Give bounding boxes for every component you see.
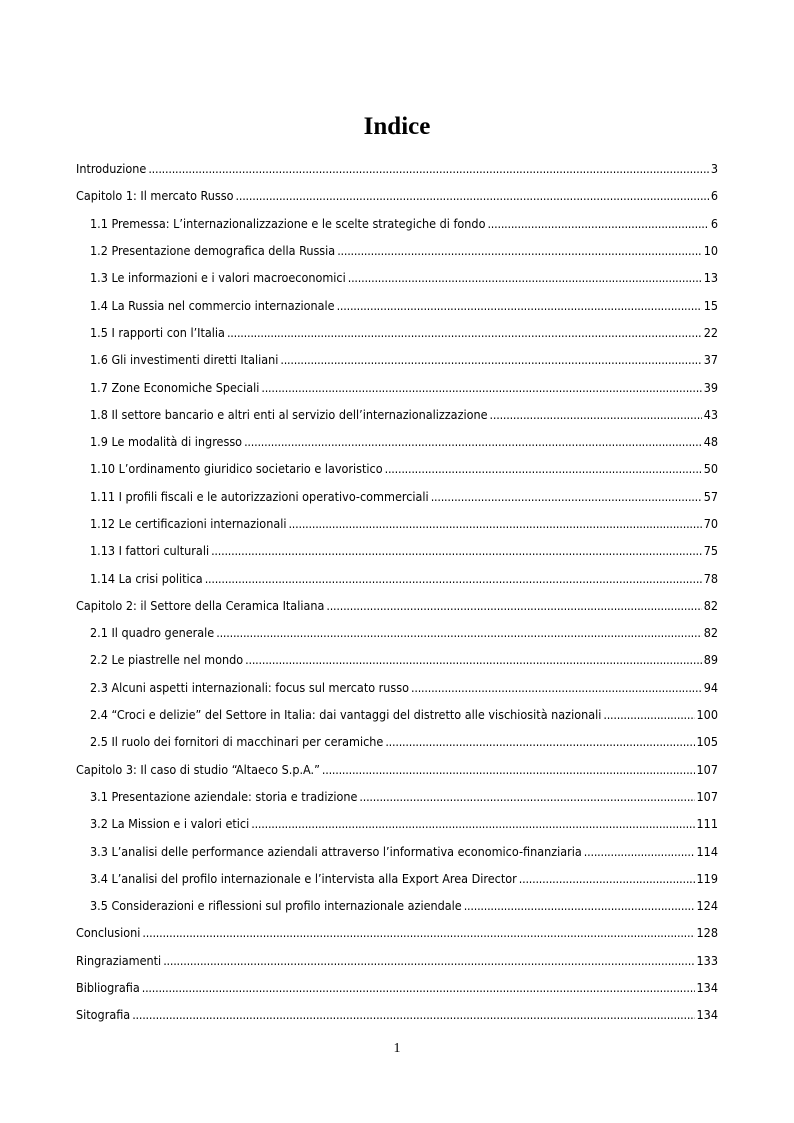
toc-entry-label: Introduzione	[76, 161, 147, 177]
toc-entry-label: 2.3 Alcuni aspetti internazionali: focus sul mercato russo	[90, 679, 410, 695]
toc-entry-page: 134	[696, 980, 718, 996]
toc-entry-page: 124	[696, 898, 718, 914]
toc-entry-label: 1.14 La crisi politica	[90, 570, 203, 586]
toc-entry-label: 2.5 Il ruolo dei fornitori di macchinari per ceramiche	[90, 734, 384, 750]
toc-entry-page: 75	[703, 543, 718, 559]
toc-leader-dots	[148, 161, 709, 176]
toc-leader-dots	[142, 980, 695, 995]
toc-entry-label: 3.3 L’analisi delle performance aziendali attraverso l’informativa economico-finanziaria	[90, 843, 582, 859]
toc-entry-page: 82	[703, 625, 718, 641]
toc-entry-page: 22	[703, 324, 718, 340]
toc-leader-dots	[431, 489, 702, 504]
toc-entry-page: 13	[703, 270, 718, 286]
toc-leader-dots	[142, 925, 694, 940]
toc-leader-dots	[411, 680, 702, 695]
toc-subentry[interactable]	[76, 837, 718, 864]
toc-leader-dots	[584, 844, 695, 859]
table-of-contents	[76, 155, 718, 1029]
toc-entry[interactable]	[76, 1001, 718, 1028]
toc-subentry[interactable]	[76, 810, 718, 837]
toc-entry-label: 1.3 Le informazioni e i valori macroeconomici	[90, 270, 346, 286]
toc-entry-page: 105	[696, 734, 718, 750]
toc-leader-dots	[163, 953, 694, 968]
page-title: Indice	[363, 112, 431, 140]
toc-leader-dots	[245, 652, 702, 667]
page-number: 1	[393, 1041, 401, 1056]
toc-entry-label: 1.6 Gli investimenti diretti Italiani	[90, 352, 279, 368]
toc-entry-label: 1.2 Presentazione demografica della Russia	[90, 243, 336, 259]
toc-entry-label: 3.2 La Mission e i valori etici	[90, 816, 250, 832]
toc-leader-dots	[337, 243, 702, 258]
toc-subentry[interactable]	[76, 319, 718, 346]
toc-entry-page: 119	[696, 870, 718, 886]
toc-leader-dots	[205, 571, 702, 586]
toc-entry-page: 100	[696, 707, 718, 723]
toc-entry-label: 1.9 Le modalità di ingresso	[90, 434, 243, 450]
toc-subentry[interactable]	[76, 483, 718, 510]
toc-leader-dots	[132, 1007, 694, 1022]
toc-entry-label: 2.1 Il quadro generale	[90, 625, 215, 641]
toc-leader-dots	[288, 516, 701, 531]
toc-entry-page: 50	[703, 461, 718, 477]
toc-subentry[interactable]	[76, 865, 718, 892]
toc-subentry[interactable]	[76, 619, 718, 646]
toc-entry-page: 6	[710, 188, 718, 204]
toc-entry-page: 107	[696, 761, 718, 777]
toc-leader-dots	[519, 871, 695, 886]
toc-entry-label: Capitolo 2: il Settore della Ceramica Italiana	[76, 597, 325, 613]
toc-entry[interactable]	[76, 756, 718, 783]
toc-subentry[interactable]	[76, 701, 718, 728]
toc-entry-page: 48	[703, 434, 718, 450]
toc-entry-page: 43	[703, 406, 718, 422]
toc-entry[interactable]	[76, 974, 718, 1001]
toc-leader-dots	[261, 380, 701, 395]
toc-subentry[interactable]	[76, 264, 718, 291]
toc-entry-label: 3.1 Presentazione aziendale: storia e tradizione	[90, 788, 358, 804]
toc-subentry[interactable]	[76, 728, 718, 755]
toc-leader-dots	[236, 188, 709, 203]
toc-entry-page: 70	[703, 516, 718, 531]
toc-entry-page: 39	[703, 379, 718, 395]
toc-subentry[interactable]	[76, 537, 718, 564]
toc-entry[interactable]	[76, 947, 718, 974]
toc-subentry[interactable]	[76, 428, 718, 455]
toc-entry-page: 94	[703, 679, 718, 695]
toc-leader-dots	[227, 325, 702, 340]
toc-entry-page: 82	[703, 597, 718, 613]
toc-leader-dots	[487, 216, 708, 231]
toc-subentry[interactable]	[76, 373, 718, 400]
toc-leader-dots	[326, 598, 701, 613]
toc-leader-dots	[337, 298, 702, 313]
toc-entry-page: 6	[710, 215, 718, 231]
toc-entry-label: Sitografia	[76, 1007, 131, 1023]
toc-entry-page: 89	[703, 652, 718, 668]
toc-subentry[interactable]	[76, 346, 718, 373]
toc-entry[interactable]	[76, 592, 718, 619]
toc-leader-dots	[359, 789, 694, 804]
toc-entry-label: 2.4 “Croci e delizie” del Settore in Italia: dai vantaggi del distretto alle vischiosità nazionali	[90, 707, 602, 723]
toc-entry-label: 1.4 La Russia nel commercio internazionale	[90, 297, 335, 313]
toc-entry-page: 107	[696, 788, 718, 804]
toc-leader-dots	[464, 898, 695, 913]
toc-subentry[interactable]	[76, 291, 718, 318]
toc-subentry[interactable]	[76, 455, 718, 482]
toc-leader-dots	[322, 762, 695, 777]
toc-entry-label: Bibliografia	[76, 980, 140, 996]
toc-entry-label: 1.1 Premessa: L’internazionalizzazione e le scelte strategiche di fondo	[90, 215, 486, 231]
toc-entry-page: 111	[696, 816, 718, 832]
toc-entry-label: 2.2 Le piastrelle nel mondo	[90, 652, 244, 668]
toc-leader-dots	[385, 734, 694, 749]
toc-entry-page: 133	[696, 952, 718, 968]
toc-entry-page: 37	[703, 352, 718, 368]
toc-entry[interactable]	[76, 155, 718, 182]
toc-entry-page: 10	[703, 243, 718, 259]
toc-entry-page: 114	[696, 843, 718, 859]
toc-entry[interactable]	[76, 182, 718, 209]
toc-leader-dots	[280, 352, 701, 367]
toc-entry-page: 57	[703, 488, 718, 504]
toc-entry-label: 1.8 Il settore bancario e altri enti al servizio dell’internazionalizzazione	[90, 406, 488, 422]
toc-leader-dots	[385, 461, 702, 476]
toc-leader-dots	[603, 707, 694, 722]
toc-leader-dots	[348, 270, 702, 285]
toc-entry-label: Capitolo 3: Il caso di studio “Altaeco S.p.A.”	[76, 761, 320, 777]
toc-entry[interactable]	[76, 919, 718, 946]
toc-subentry[interactable]	[76, 510, 718, 537]
toc-subentry[interactable]	[76, 564, 718, 591]
toc-leader-dots	[216, 625, 701, 640]
toc-entry-page: 78	[703, 570, 718, 586]
toc-leader-dots	[244, 434, 702, 449]
toc-subentry[interactable]	[76, 892, 718, 919]
toc-entry-label: 1.12 Le certificazioni internazionali	[90, 516, 287, 531]
toc-subentry[interactable]	[76, 401, 718, 428]
toc-entry-label: Capitolo 1: Il mercato Russo	[76, 188, 234, 204]
toc-subentry[interactable]	[76, 237, 718, 264]
toc-subentry[interactable]	[76, 646, 718, 673]
toc-leader-dots	[251, 816, 694, 831]
toc-entry-page: 15	[703, 297, 718, 313]
toc-leader-dots	[490, 407, 702, 422]
toc-entry-label: Conclusioni	[76, 925, 141, 941]
toc-entry-label: 3.5 Considerazioni e riflessioni sul profilo internazionale aziendale	[90, 898, 462, 914]
toc-leader-dots	[211, 543, 702, 558]
toc-entry-page: 128	[696, 925, 718, 941]
toc-subentry[interactable]	[76, 210, 718, 237]
toc-entry-label: 1.11 I profili fiscali e le autorizzazioni operativo-commerciali	[90, 488, 429, 504]
toc-entry-page: 134	[696, 1007, 718, 1023]
toc-subentry[interactable]	[76, 674, 718, 701]
toc-entry-label: 3.4 L’analisi del profilo internazionale e l’intervista alla Export Area Director	[90, 870, 517, 886]
toc-entry-label: 1.7 Zone Economiche Speciali	[90, 379, 260, 395]
toc-entry-label: 1.5 I rapporti con l’Italia	[90, 324, 225, 340]
toc-entry-page: 3	[710, 161, 718, 177]
toc-subentry[interactable]	[76, 783, 718, 810]
toc-entry-label: 1.10 L’ordinamento giuridico societario e lavoristico	[90, 461, 383, 477]
toc-entry-label: 1.13 I fattori culturali	[90, 543, 210, 559]
toc-entry-label: Ringraziamenti	[76, 952, 162, 968]
